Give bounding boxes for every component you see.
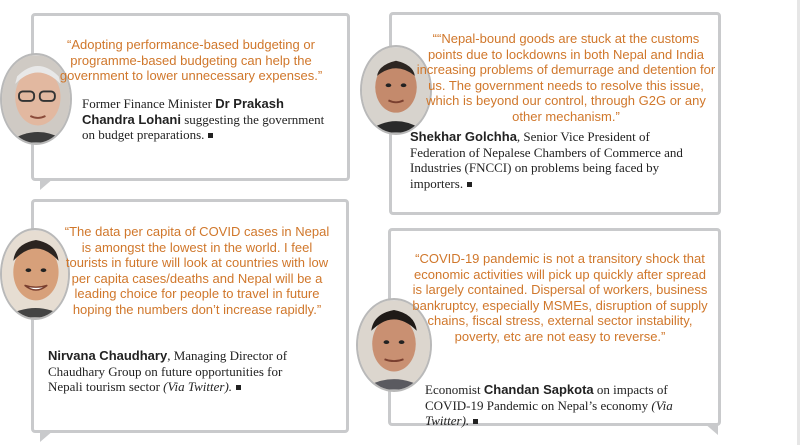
- attribution-prefix: Economist: [425, 382, 484, 397]
- portrait-chaudhary: [0, 228, 70, 320]
- person-name-golchha: Shekhar Golchha: [410, 129, 517, 144]
- end-mark-icon: [208, 133, 213, 138]
- end-mark-icon: [473, 419, 478, 424]
- quote-text-golchha: ““Nepal-bound goods are stuck at the customs points due to lockdowns in both Nepal and India increasing problems of demurrage and detention for us. The government needs to resolve this issue, which is beyond our control, through G2G or any other mechanism.”: [416, 31, 716, 124]
- attribution-description: suggesting the government on budget preparations.: [82, 111, 325, 143]
- attribution-description: on impacts of COVID-19 Pandemic on Nepal’s economy: [425, 382, 668, 413]
- end-mark-icon: [236, 385, 241, 390]
- quote-text-sapkota: “COVID-19 pandemic is not a transitory shock that economic activities will pick up quickly after spread is largely contained. Dispersal of workers, business bankruptcy, especially MSMEs, disruption of supply chains, fiscal stress, external sector instability, poverty, etc are not easy to reverse.”: [412, 251, 708, 344]
- quote-text-chaudhary: “The data per capita of COVID cases in Nepal is amongst the lowest in the world. I feel tourists in future will look at countries with low per capita cases/deaths and Nepal will be a leading choice for people to travel in future hoping the numbers don’t increase rapidly.”: [64, 224, 330, 317]
- quote-text-lohani: “Adopting performance-based budgeting or programme-based budgeting can help the government to lower unnecessary expenses.”: [59, 37, 323, 84]
- attribution-golchha: [410, 129, 705, 191]
- person-name-sapkota: Chandan Sapkota: [483, 382, 594, 397]
- attribution-sapkota: [425, 382, 710, 429]
- card-tail: [40, 178, 54, 190]
- person-name-lohani: Dr Prakash Chandra Lohani: [82, 96, 284, 127]
- end-mark-icon: [467, 182, 472, 187]
- via-twitter: (Via Twitter).: [425, 397, 673, 429]
- card-tail: [40, 430, 54, 442]
- attribution-chaudhary: [48, 348, 318, 395]
- attribution-description: , Managing Director of Chaudhary Group on future opportunities for Nepali tourism sector: [48, 348, 288, 395]
- via-twitter: (Via Twitter).: [163, 379, 233, 395]
- portrait-chaudhary-icon: [2, 230, 68, 318]
- attribution-description: , Senior Vice President of Federation of Nepalese Chambers of Commerce and Industries (FNCCI) on problems being faced by importers.: [410, 129, 683, 191]
- attribution-prefix: Former Finance Minister: [82, 96, 216, 111]
- person-name-chaudhary: Nirvana Chaudhary: [48, 348, 168, 363]
- attribution-lohani: [82, 96, 332, 143]
